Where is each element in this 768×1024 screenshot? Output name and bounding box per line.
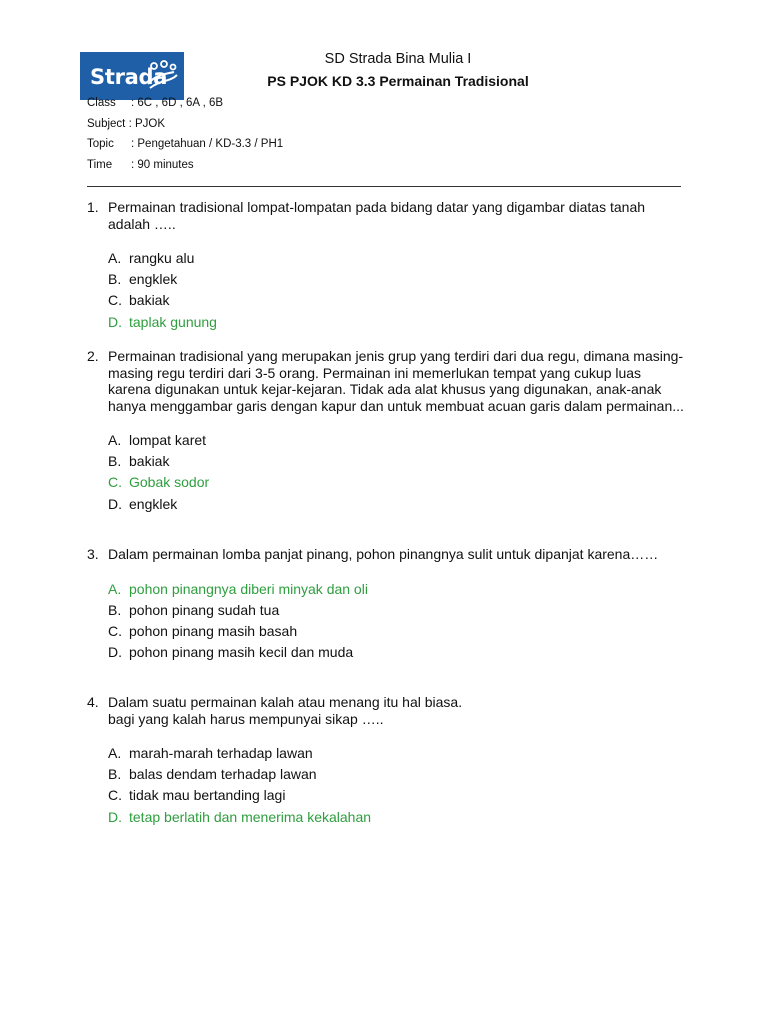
meta-class [87, 97, 223, 109]
meta-topic [87, 138, 283, 150]
option-list [108, 248, 687, 333]
question-1 [87, 199, 687, 333]
document-title: PS PJOK KD 3.3 Permainan Tradisional [267, 73, 529, 89]
question-stem: Dalam permainan lomba panjat pinang, pohon pinangnya sulit untuk dipanjat karena…… [108, 546, 659, 562]
meta-key: Topic [87, 138, 114, 150]
option-d: D. pohon pinang masih kecil dan muda [108, 644, 354, 661]
option-a: A. lompat karet [108, 432, 207, 448]
option-b: B. pohon pinang sudah tua [108, 601, 280, 618]
question-stem: Permainan tradisional yang merupakan jenis grup yang terdiri dari dua regu, dimana masing-masing regu terdiri dari 3-5 orang. Permainan ini memerlukan tempat yang cukup luas karena digunakan untuk kejar-kejaran. Tidak ada alat khusus yang digunakan, anak-anak hanya menggambar garis dengan kapur dan untuk membuat acuan garis dalam permainan... [108, 348, 684, 414]
option-list [108, 743, 687, 828]
option-list [108, 430, 687, 515]
question-number: 2. [87, 348, 99, 364]
meta-key: Class [87, 97, 116, 109]
option-c: C. tidak mau bertanding lagi [108, 787, 286, 804]
stem-line: bagi yang kalah harus mempunyai sikap ….. [108, 710, 384, 727]
meta-key: Subject [87, 118, 126, 130]
option-d-correct: D. taplak gunung [108, 313, 217, 330]
meta-value: : PJOK [128, 118, 165, 130]
option-c: C. pohon pinang masih basah [108, 622, 298, 639]
logo-text: Strada [90, 65, 168, 89]
option-b: B. bakiak [108, 453, 170, 470]
meta-value: : Pengetahuan / KD-3.3 / PH1 [131, 138, 284, 150]
meta-value: : 90 minutes [131, 159, 194, 171]
question-number: 1. [87, 199, 99, 215]
option-a: A. marah-marah terhadap lawan [108, 745, 313, 761]
question-number: 3. [87, 546, 99, 562]
option-d-correct: D. tetap berlatih dan menerima kekalahan [108, 808, 372, 825]
question-stem [108, 694, 687, 727]
question-number: 4. [87, 694, 99, 710]
option-b: B. engklek [108, 271, 178, 288]
option-list [108, 579, 687, 664]
option-b: B. balas dendam terhadap lawan [108, 766, 317, 783]
option-c: C. bakiak [108, 292, 170, 309]
question-4 [87, 694, 687, 828]
question-2 [87, 348, 687, 515]
stem-line: Dalam suatu permainan kalah atau menang itu hal biasa. [108, 694, 463, 710]
school-name: SD Strada Bina Mulia I [324, 51, 472, 67]
meta-time [87, 159, 194, 171]
meta-key: Time [87, 159, 113, 171]
question-stem: Permainan tradisional lompat-lompatan pada bidang datar yang digambar diatas tanah adalah ….. [108, 199, 646, 232]
option-d: D. engklek [108, 495, 178, 512]
meta-subject [87, 118, 165, 130]
option-c-correct: C. Gobak sodor [108, 474, 210, 491]
option-a: A. rangku alu [108, 250, 195, 266]
header-divider [87, 186, 681, 187]
question-3 [87, 546, 687, 663]
option-a-correct: A. pohon pinangnya diberi minyak dan oli [108, 580, 368, 597]
meta-value: : 6C , 6D , 6A , 6B [131, 97, 224, 109]
